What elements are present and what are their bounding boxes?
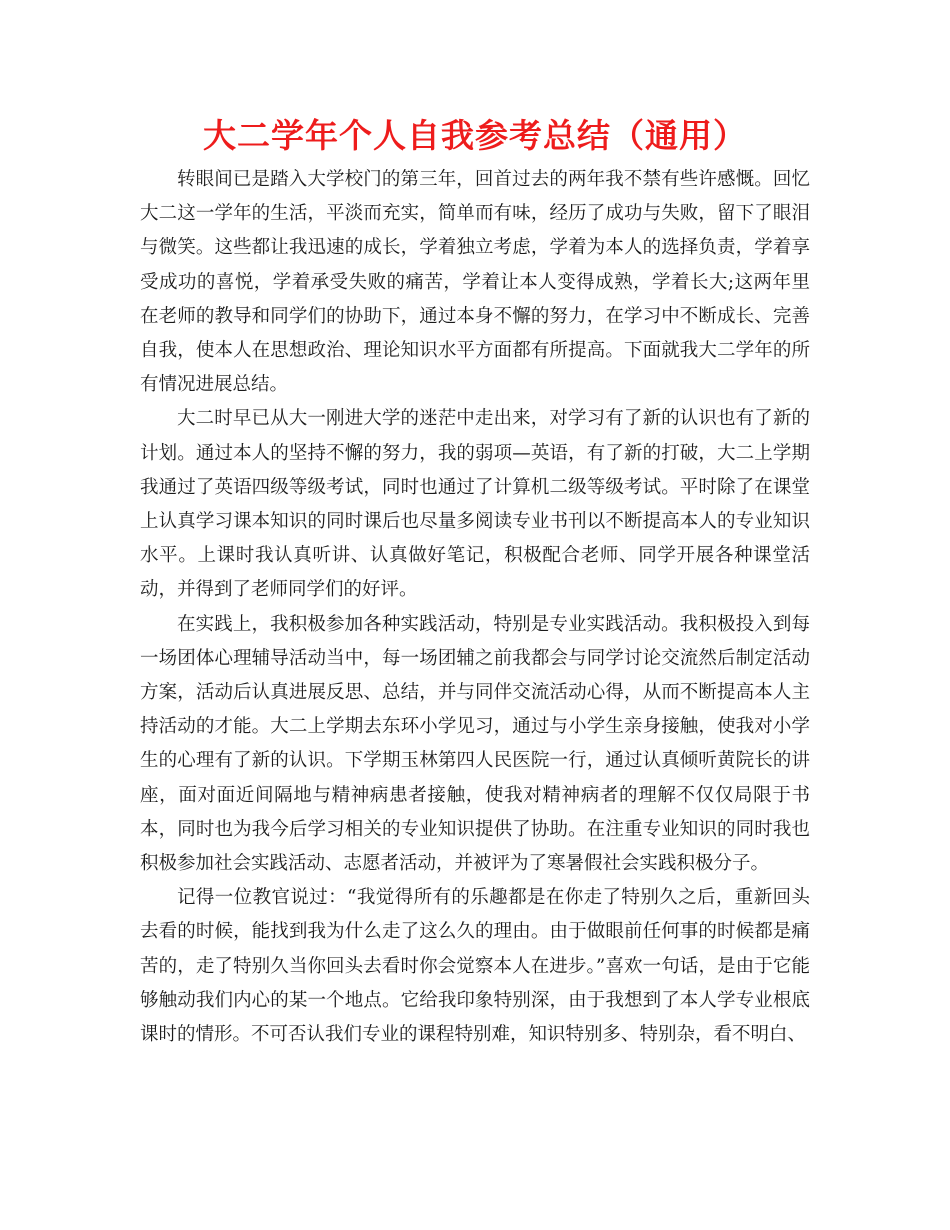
paragraph-study: 大二时早已从大一刚进大学的迷茫中走出来，对学习有了新的认识也有了新的计划。通过本人的坚持不懈的努力，我的弱项—英语，有了新的打破，大二上学期我通过了英语四级等级考试，同时也通过了计算机二级等级考试。平时除了在课堂上认真学习课本知识的同时课后也尽量多阅读专业书刊以不断提高本人的专业知识水平。上课时我认真听讲、认真做好笔记，积极配合老师、同学开展各种课堂活动，并得到了老师同学们的好评。	[140, 408, 810, 601]
paragraph-practice: 在实践上，我积极参加各种实践活动，特别是专业实践活动。我积极投入到每一场团体心理辅导活动当中，每一场团辅之前我都会与同学讨论交流然后制定活动方案，活动后认真进展反思、总结，并与同伴交流活动心得，从而不断提高本人主持活动的才能。大二上学期去东环小学见习，通过与小学生亲身接触，使我对小学生的心理有了新的认识。下学期玉林第四人民医院一行，通过认真倾听黄院长的讲座，面对面近间隔地与精神病患者接触，使我对精神病者的理解不仅仅局限于书本，同时也为我今后学习相关的专业知识提供了协助。在注重专业知识的同时我也积极参加社会实践活动、志愿者活动，并被评为了寒暑假社会实践积极分子。	[140, 613, 810, 875]
paragraph-intro: 转眼间已是踏入大学校门的第三年，回首过去的两年我不禁有些许感慨。回忆大二这一学年的生活，平淡而充实，简单而有味，经历了成功与失败，留下了眼泪与微笑。这些都让我迅速的成长，学着独立考虑，学着为本人的选择负责，学着享受成功的喜悦，学着承受失败的痛苦，学着让本人变得成熟，学着长大;这两年里在老师的教导和同学们的协助下，通过本身不懈的努力，在学习中不断成长、完善自我，使本人在思想政治、理论知识水平方面都有所提高。下面就我大二学年的所有情况进展总结。	[140, 169, 810, 396]
document-title: 大二学年个人自我参考总结（通用）	[203, 116, 747, 155]
paragraph-quote: 记得一位教官说过：“我觉得所有的乐趣都是在你走了特别久之后，重新回头去看的时候，能找到我为什么走了这么久的理由。由于做眼前任何事的时候都是痛苦的，走了特别久当你回头去看时你会觉察本人在进步。”喜欢一句话，是由于它能够触动我们内心的某一个地点。它给我印象特别深，由于我想到了本人学专业根底课时的情形。不可否认我们专业的课程特别难，知识特别多、特别杂，看不明白、	[140, 887, 810, 1046]
document-body	[140, 163, 810, 1052]
